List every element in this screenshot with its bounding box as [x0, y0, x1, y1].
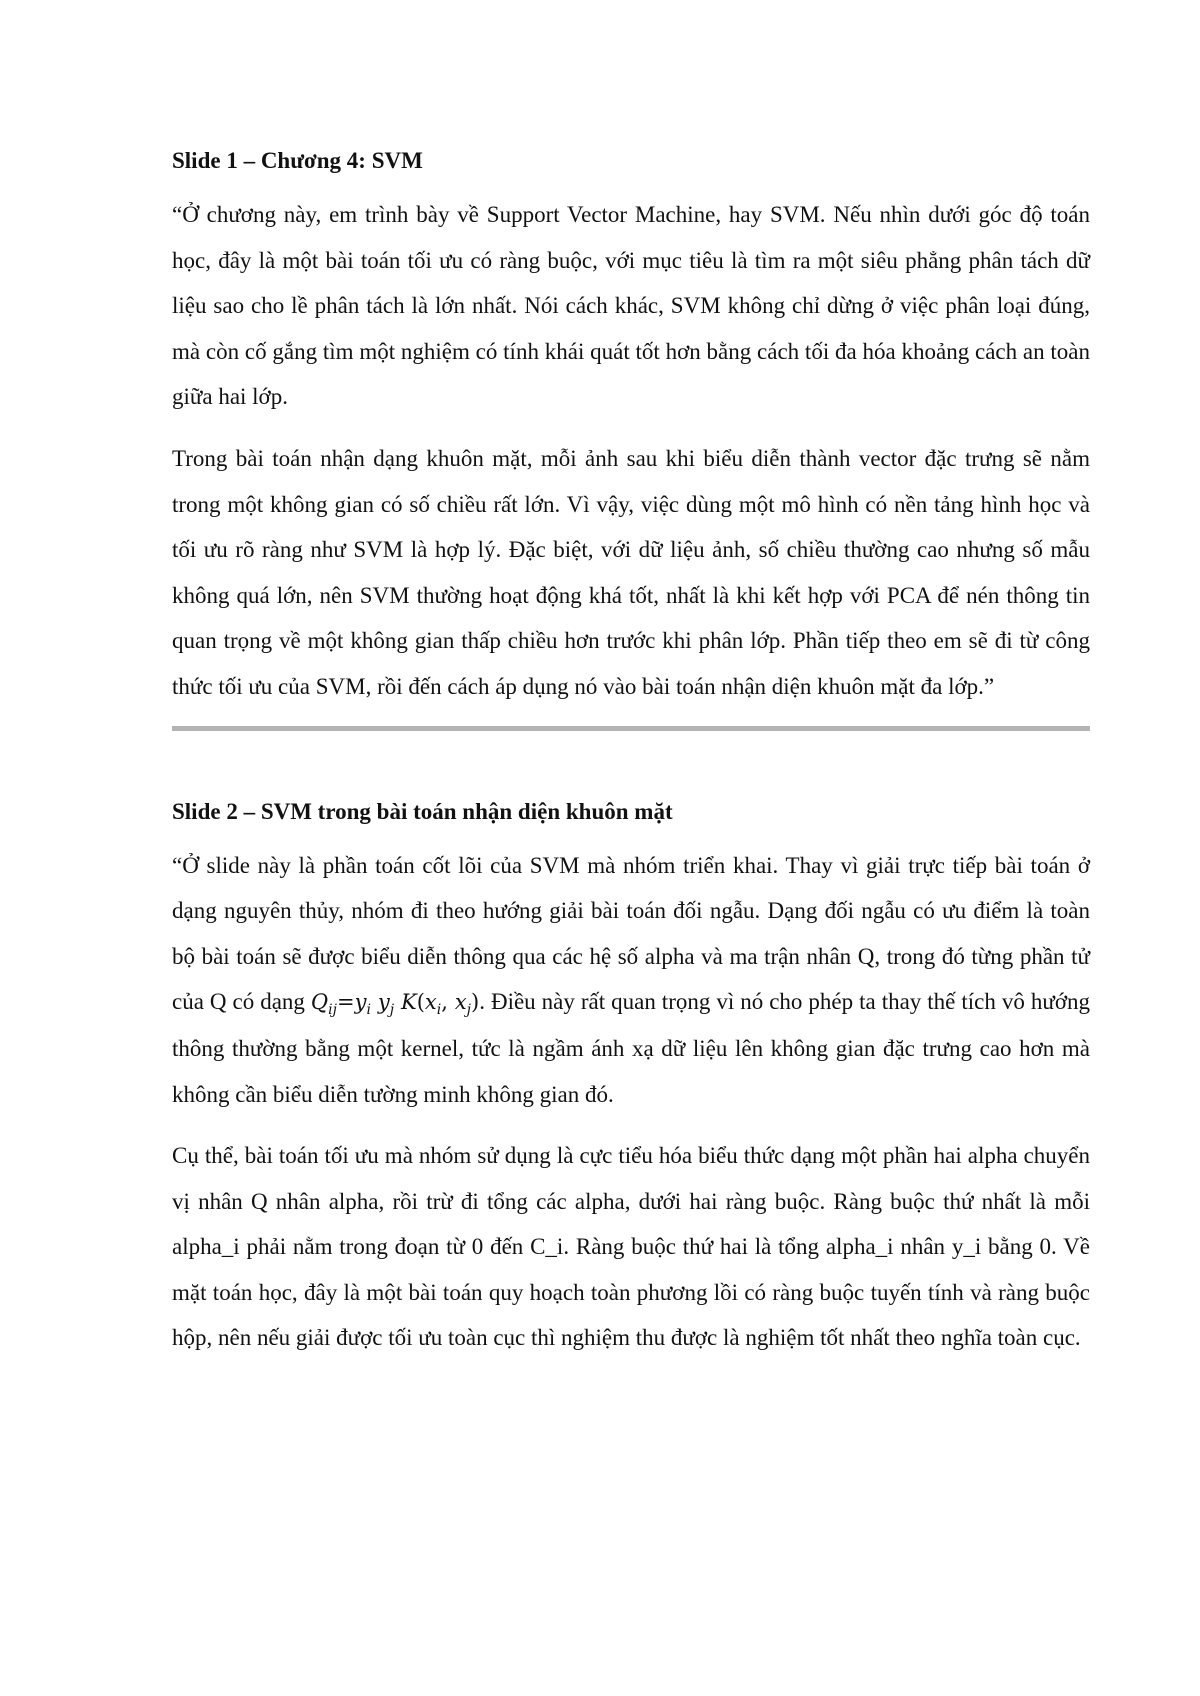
slide-2-paragraph-1: [172, 843, 1090, 1118]
slide-2-section: [172, 789, 1090, 1362]
formula-y-i: y: [354, 990, 367, 1015]
formula-equals: =: [336, 990, 355, 1015]
formula-x-j: x: [454, 990, 467, 1015]
formula-x-j-sub: j: [466, 1002, 472, 1019]
formula-open-paren: (: [416, 990, 425, 1015]
kernel-formula: [310, 990, 480, 1019]
formula-y-j-sub: j: [389, 1002, 395, 1019]
formula-x-i: x: [424, 990, 437, 1015]
slide-2-paragraph-2: Cụ thể, bài toán tối ưu mà nhóm sử dụng là cực tiểu hóa biểu thức dạng một phần hai alpha chuyển vị nhân Q nhân alpha, rồi trừ đi tổng các alpha, dưới hai ràng buộc. Ràng buộc thứ nhất là mỗi alpha_i phải nằm trong đoạn từ 0 đến C_i. Ràng buộc thứ hai là tổng alpha_i nhân y_i bằng 0. Về mặt toán học, đây là một bài toán quy hoạch toàn phương lồi có ràng buộc tuyến tính và ràng buộc hộp, nên nếu giải được tối ưu toàn cục thì nghiệm thu được là nghiệm tốt nhất theo nghĩa toàn cục.: [172, 1143, 1090, 1351]
section-divider: [172, 726, 1090, 731]
slide-1-paragraph-1: “Ở chương này, em trình bày về Support Vector Machine, hay SVM. Nếu nhìn dưới góc độ toán học, đây là một bài toán tối ưu có ràng buộc, với mục tiêu là tìm ra một siêu phẳng phân tách dữ liệu sao cho lề phân tách là lớn nhất. Nói cách khác, SVM không chỉ dừng ở việc phân loại đúng, mà còn cố gắng tìm một nghiệm có tính khái quát tốt hơn bằng cách tối đa hóa khoảng cách an toàn giữa hai lớp.: [172, 202, 1090, 410]
formula-k: K: [401, 990, 417, 1015]
slide-2-paragraph-1-text-before: “Ở slide này là phần toán cốt lõi của SVM mà nhóm triển khai. Thay vì giải trực tiếp bài toán ở dạng nguyên thủy, nhóm đi theo hướng giải bài toán đối ngẫu. Dạng đối ngẫu có ưu điểm là toàn bộ bài toán sẽ được biểu diễn thông qua các hệ số alpha và ma trận nhân Q, trong đó từng phần tử của Q có dạng: [172, 852, 1090, 1015]
formula-x-i-sub: i: [436, 1002, 442, 1019]
formula-y-i-sub: i: [366, 1002, 371, 1019]
formula-q: Q: [310, 990, 329, 1015]
formula-close-paren: ): [471, 990, 480, 1015]
document-page: [172, 138, 1090, 1377]
formula-q-sub: ij: [328, 1002, 337, 1019]
slide-1-heading: Slide 1 – Chương 4: SVM: [172, 148, 423, 173]
slide-2-heading: Slide 2 – SVM trong bài toán nhận diện khuôn mặt: [172, 798, 673, 824]
slide-1-section: [172, 138, 1090, 710]
slide-2-paragraph-1-text-after: . Điều này rất quan trọng vì nó cho phép ta thay thế tích vô hướng thông thường bằng một kernel, tức là ngầm ánh xạ dữ liệu lên không gian đặc trưng cao hơn mà không cần biểu diễn tường minh không gian đó.: [172, 989, 1090, 1107]
formula-y-j: y: [377, 990, 390, 1015]
slide-1-paragraph-2: Trong bài toán nhận dạng khuôn mặt, mỗi ảnh sau khi biểu diễn thành vector đặc trưng sẽ nằm trong một không gian có số chiều rất lớn. Vì vậy, việc dùng một mô hình có nền tảng hình học và tối ưu rõ ràng như SVM là hợp lý. Đặc biệt, với dữ liệu ảnh, số chiều thường cao nhưng số mẫu không quá lớn, nên SVM thường hoạt động khá tốt, nhất là khi kết hợp với PCA để nén thông tin quan trọng về một không gian thấp chiều hơn trước khi phân lớp. Phần tiếp theo em sẽ đi từ công thức tối ưu của SVM, rồi đến cách áp dụng nó vào bài toán nhận diện khuôn mặt đa lớp.”: [172, 445, 1090, 699]
formula-comma: ,: [441, 990, 455, 1015]
